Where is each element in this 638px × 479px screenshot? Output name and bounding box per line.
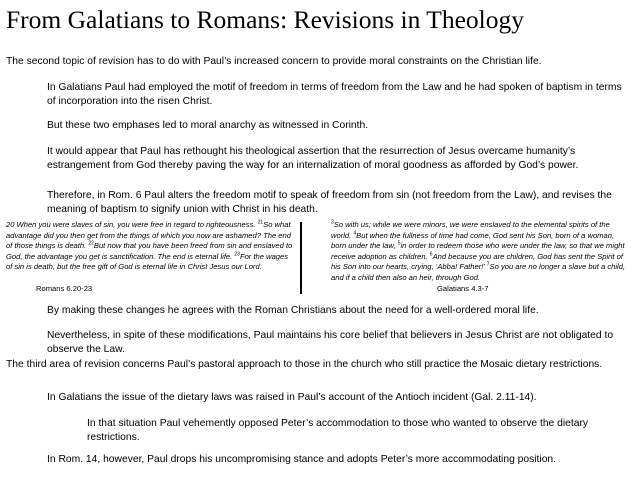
verse-number-21: 21: [257, 219, 264, 226]
paragraph-agreement: By making these changes he agrees with the Roman Christians about the need for a well-ordered moral life.: [47, 305, 539, 316]
verse-number-7: 7: [486, 261, 490, 268]
verse-number-5: 5: [397, 240, 401, 247]
quote-galatians-verse-5: in order to redeem those who were under the law, so that we might receive adoption as children.: [331, 241, 625, 261]
paragraph-romans-6: Therefore, in Rom. 6 Paul alters the freedom motif to speak of freedom from sin (not freedom from the Law), and revises the meaning of baptism to signify union with Christ in his death.: [47, 190, 612, 215]
verse-number-23: 23: [234, 251, 240, 258]
verse-number-3: 3: [331, 219, 334, 226]
quote-romans-verse-21: So what advantage did you then get from the things of which you now are ashamed? The end of those things is death.: [6, 220, 291, 251]
paragraph-antioch-incident: In Galatians the issue of the dietary laws was raised in Paul’s account of the Antioch incident (Gal. 2.11-14).: [47, 392, 537, 403]
quote-galatians: [331, 220, 629, 284]
quote-romans-verse-23: For the wages of sin is death, but the free gift of God is eternal life in Christ Jesus our Lord.: [6, 251, 289, 272]
quote-galatians-verse-3: So with us; while we were minors, we were enslaved to the elemental spirits of the world.: [331, 220, 610, 240]
quote-romans-reference: Romans 6.20-23: [36, 284, 93, 293]
quote-galatians-verse-6: And because you are children, God has sent the Spirit of his Son into our hearts, crying, ‘Abba! Father!’: [331, 251, 623, 272]
verse-number-22: 22: [88, 240, 94, 247]
slide-title: From Galatians to Romans: Revisions in Theology: [6, 5, 525, 34]
paragraph-revision-topic: The second topic of revision has to do with Paul’s increased concern to provide moral constraints on the Christian life.: [6, 56, 542, 67]
paragraph-rethought-assertion: It would appear that Paul has rethought his theological assertion that the resurrection of Jesus overcame humanity’s estrangement from God thereby paving the way for an internalization of moral goodness as afforded by God’s power.: [47, 146, 579, 171]
paragraph-romans-14: In Rom. 14, however, Paul drops his uncompromising stance and adopts Peter’s more accommodating position.: [47, 454, 557, 465]
paragraph-core-belief: Nevertheless, in spite of these modifications, Paul maintains his core belief that believers in Jesus Christ are not obligated to observe the Law.: [47, 330, 614, 355]
quote-divider: [300, 222, 302, 294]
quote-romans-verse-22: But now that you have been freed from sin and enslaved to God, the advantage you get is sanctification. The end is eternal life.: [6, 241, 293, 261]
verse-number-4: 4: [353, 230, 357, 237]
quote-galatians-reference: Galatians 4.3-7: [437, 284, 489, 293]
quote-galatians-verse-4: But when the fullness of time had come, God sent his Son, born of a woman, born under the law,: [331, 230, 615, 251]
quote-romans: [6, 220, 296, 273]
quote-galatians-verse-7: So you are no longer a slave but a child, and if a child then also an heir, through God.: [331, 262, 626, 282]
paragraph-peter-accommodation: In that situation Paul vehemently opposed Peter’s accommodation to those who wanted to observe the dietary restrictions.: [87, 418, 589, 443]
verse-number-6: 6: [429, 251, 433, 258]
quote-romans-verse-20: 20 When you were slaves of sin, you were free in regard to righteousness.: [6, 220, 258, 229]
paragraph-galatians-freedom: In Galatians Paul had employed the motif of freedom in terms of freedom from the Law and he had spoken of baptism in terms of incorporation into the risen Christ.: [47, 82, 622, 107]
paragraph-third-revision: The third area of revision concerns Paul’s pastoral approach to those in the church who still practice the Mosaic dietary restrictions.: [6, 359, 603, 370]
paragraph-moral-anarchy: But these two emphases led to moral anarchy as witnessed in Corinth.: [47, 120, 369, 131]
